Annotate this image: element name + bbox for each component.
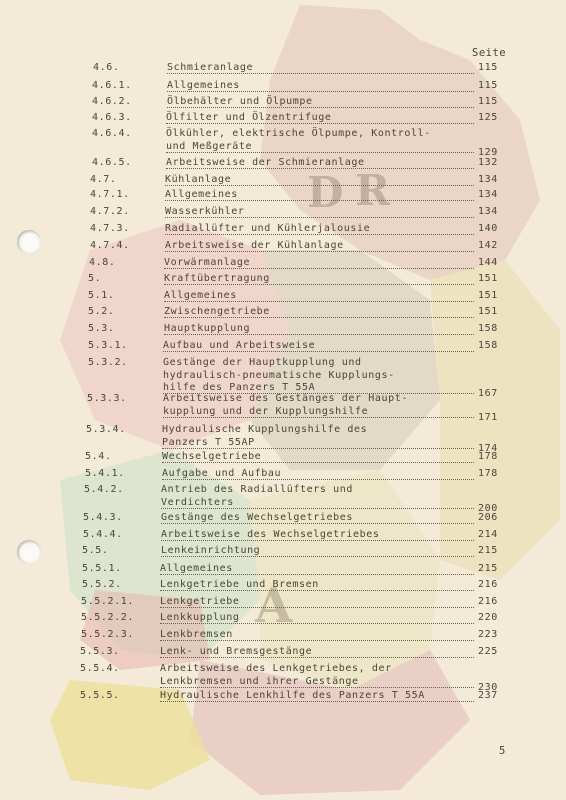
toc-entry-number: 5.2. bbox=[88, 306, 115, 317]
toc-entry-number: 5.1. bbox=[88, 290, 115, 301]
toc-entry-page: 134 bbox=[478, 174, 498, 185]
toc-entry-leader bbox=[167, 73, 474, 74]
toc-entry-page: 167 bbox=[478, 388, 498, 399]
toc-entry-number: 5.5.2.3. bbox=[81, 629, 134, 640]
toc-entry-page: 142 bbox=[478, 240, 498, 251]
toc-entry-leader bbox=[165, 217, 474, 218]
toc-entry-leader bbox=[165, 200, 474, 201]
toc-entry-title: Gestänge des Wechselgetriebes bbox=[161, 512, 353, 523]
toc-entry-number: 5.4.3. bbox=[83, 512, 123, 523]
toc-entry-number: 4.6.2. bbox=[92, 96, 132, 107]
toc-entry-page: 125 bbox=[478, 112, 498, 123]
toc-entry-page: 115 bbox=[478, 96, 498, 107]
toc-entry-page: 115 bbox=[478, 80, 498, 91]
toc-entry-title: Arbeitsweise der Schmieranlage bbox=[166, 157, 365, 168]
toc-entry-page: 200 bbox=[478, 502, 498, 514]
toc-entry-page: 216 bbox=[478, 596, 498, 607]
toc-entry-number: 5.5.2.2. bbox=[81, 612, 134, 623]
toc-entry-title: Arbeitsweise des Wechselgetriebes bbox=[161, 529, 380, 540]
toc-entry-page: 225 bbox=[478, 646, 498, 657]
toc-entry-leader bbox=[164, 317, 474, 318]
toc-entry-leader bbox=[165, 234, 474, 235]
toc-entry-leader bbox=[160, 590, 474, 591]
toc-entry-leader bbox=[165, 251, 474, 252]
page-number: 5 bbox=[499, 745, 506, 757]
toc-entry-page: 178 bbox=[478, 451, 498, 462]
toc-entry-page: 140 bbox=[478, 223, 498, 234]
toc-entry-page: 178 bbox=[478, 468, 498, 479]
toc-entry-page: 134 bbox=[478, 189, 498, 200]
toc-entry-number: 5.5.1. bbox=[82, 563, 122, 574]
watermark-letter-r: R bbox=[355, 166, 390, 215]
toc-entry-leader bbox=[161, 523, 474, 524]
toc-entry-leader bbox=[161, 556, 474, 557]
toc-entry-title: Allgemeines bbox=[160, 563, 233, 574]
toc-entry-title: Arbeitsweise des Lenkgetriebes, der Lenkbremsen und ihrer Gestänge bbox=[160, 663, 392, 687]
toc-entry-title: Aufbau und Arbeitsweise bbox=[163, 340, 316, 351]
toc-entry-page: 215 bbox=[478, 545, 498, 556]
toc-entry-number: 5.5. bbox=[82, 545, 109, 556]
toc-entry-number: 5.5.3. bbox=[80, 646, 120, 657]
toc-entry-title: Vorwärmanlage bbox=[164, 257, 251, 268]
toc-entry-page: 171 bbox=[478, 411, 498, 423]
toc-entry-page: 144 bbox=[478, 257, 498, 268]
toc-entry-number: 5.5.2.1. bbox=[81, 596, 134, 607]
toc-entry-leader bbox=[160, 657, 474, 658]
toc-entry-number: 4.7.1. bbox=[90, 189, 130, 200]
toc-entry-number: 5.3. bbox=[88, 323, 115, 334]
toc-entry-page: 158 bbox=[478, 340, 498, 351]
toc-entry-title: Wechselgetriebe bbox=[162, 451, 262, 462]
toc-entry-number: 5. bbox=[88, 273, 102, 284]
toc-entry-page: 216 bbox=[478, 579, 498, 590]
toc-entry-page: 214 bbox=[478, 529, 498, 540]
toc-entry-title: Hydraulische Lenkhilfe des Panzers T 55A bbox=[160, 690, 425, 701]
toc-entry-leader bbox=[166, 123, 474, 124]
toc-entry-title: Allgemeines bbox=[167, 80, 240, 91]
toc-entry-leader bbox=[160, 687, 474, 688]
toc-entry-leader bbox=[164, 301, 474, 302]
toc-entry-number: 5.5.4. bbox=[80, 663, 120, 674]
toc-entry-page: 237 bbox=[478, 690, 498, 701]
toc-entry-title: Lenkbremsen bbox=[160, 629, 233, 640]
toc-entry-leader bbox=[167, 107, 474, 108]
toc-entry-leader bbox=[164, 334, 474, 335]
toc-entry-title: Arbeitsweise des Gestänges der Haupt- kupplung und der Kupplungshilfe bbox=[163, 393, 408, 417]
toc-entry-title: Kühlanlage bbox=[165, 174, 232, 185]
toc-entry-title: Hydraulische Kupplungshilfe des Panzers T 55AP bbox=[162, 424, 368, 448]
toc-entry-title: Zwischengetriebe bbox=[164, 306, 270, 317]
watermark-letter-a: A bbox=[255, 578, 293, 634]
toc-entry-leader bbox=[160, 574, 474, 575]
toc-entry-page: 151 bbox=[478, 306, 498, 317]
toc-entry-leader bbox=[163, 417, 474, 418]
toc-entry-title: Ölbehälter und Ölpumpe bbox=[167, 96, 313, 107]
toc-entry-number: 4.6.4. bbox=[92, 128, 132, 139]
toc-entry-number: 5.5.2. bbox=[82, 579, 122, 590]
toc-entry-title: Ölkühler, elektrische Ölpumpe, Kontroll- und Meßgeräte bbox=[166, 128, 431, 152]
toc-entry-title: Gestänge der Hauptkupplung und hydraulisch-pneumatische Kupplungs- hilfe des Panzers T 55A bbox=[163, 357, 395, 393]
toc-entry-number: 4.7.3. bbox=[90, 223, 130, 234]
toc-entry-page: 174 bbox=[478, 442, 498, 454]
toc-entry-leader bbox=[160, 607, 474, 608]
toc-entry-title: Aufgabe und Aufbau bbox=[162, 468, 282, 479]
toc-entry-number: 5.4. bbox=[85, 451, 112, 462]
toc-entry-title: Allgemeines bbox=[164, 290, 237, 301]
toc-entry-number: 5.3.1. bbox=[88, 340, 128, 351]
toc-entry-title: Ölfilter und Ölzentrifuge bbox=[166, 112, 332, 123]
toc-entry-leader bbox=[162, 462, 474, 463]
toc-entry-number: 5.4.4. bbox=[83, 529, 123, 540]
toc-entry-number: 4.6.1. bbox=[92, 80, 132, 91]
toc-entry-leader bbox=[165, 185, 474, 186]
toc-entry-number: 4.7. bbox=[90, 174, 117, 185]
toc-entry-title: Kraftübertragung bbox=[164, 273, 270, 284]
toc-entry-page: 223 bbox=[478, 629, 498, 640]
toc-entry-number: 5.5.5. bbox=[80, 690, 120, 701]
toc-entry-leader bbox=[164, 268, 474, 269]
toc-entry-title: Lenk- und Bremsgestänge bbox=[160, 646, 313, 657]
toc-entry-leader bbox=[160, 623, 474, 624]
toc-entry-page: 230 bbox=[478, 681, 498, 693]
toc-entry-leader bbox=[162, 479, 474, 480]
toc-entry-number: 5.3.3. bbox=[87, 393, 127, 404]
toc-entry-title: Lenkeinrichtung bbox=[161, 545, 261, 556]
toc-entry-number: 4.7.4. bbox=[90, 240, 130, 251]
toc-entry-title: Hauptkupplung bbox=[164, 323, 251, 334]
toc-entry-title: Arbeitsweise der Kühlanlage bbox=[165, 240, 344, 251]
toc-entry-page: 129 bbox=[478, 146, 498, 158]
toc-entry-title: Lenkkupplung bbox=[160, 612, 240, 623]
toc-entry-title: Wasserkühler bbox=[165, 206, 245, 217]
toc-entry-number: 4.6. bbox=[93, 62, 120, 73]
toc-entry-page: 132 bbox=[478, 157, 498, 168]
toc-entry-number: 5.4.1. bbox=[85, 468, 125, 479]
toc-entry-number: 5.4.2. bbox=[84, 484, 124, 495]
toc-entry-page: 220 bbox=[478, 612, 498, 623]
toc-entry-title: Antrieb des Radiallüfters und Verdichters bbox=[161, 484, 353, 508]
toc-entry-leader bbox=[161, 508, 474, 509]
toc-entry-leader bbox=[166, 168, 474, 169]
toc-entry-title: Allgemeines bbox=[165, 189, 238, 200]
toc-entry-number: 4.6.3. bbox=[92, 112, 132, 123]
toc-entry-page: 151 bbox=[478, 273, 498, 284]
toc-entry-number: 4.8. bbox=[89, 257, 116, 268]
toc-entry-page: 215 bbox=[478, 563, 498, 574]
toc-entry-leader bbox=[160, 701, 474, 702]
toc-entry-leader bbox=[162, 448, 474, 449]
toc-entry-page: 134 bbox=[478, 206, 498, 217]
toc-entry-number: 5.3.2. bbox=[88, 357, 128, 368]
toc-entry-number: 4.6.5. bbox=[92, 157, 132, 168]
toc-entry-title: Schmieranlage bbox=[167, 62, 254, 73]
toc-entry-leader bbox=[160, 640, 474, 641]
toc-entry-title: Lenkgetriebe bbox=[160, 596, 240, 607]
toc-entry-leader bbox=[161, 540, 474, 541]
toc-entry-leader bbox=[167, 91, 474, 92]
toc-entry-leader bbox=[163, 351, 474, 352]
toc-entry-page: 158 bbox=[478, 323, 498, 334]
toc-entry-page: 206 bbox=[478, 512, 498, 523]
toc-entry-leader bbox=[166, 152, 474, 153]
toc-entry-page: 115 bbox=[478, 62, 498, 73]
toc-entry-number: 5.3.4. bbox=[86, 424, 126, 435]
page-column-header: Seite bbox=[472, 47, 507, 59]
toc-entry-title: Radiallüfter und Kühlerjalousie bbox=[165, 223, 371, 234]
toc-entry-leader bbox=[164, 284, 474, 285]
toc-entry-page: 151 bbox=[478, 290, 498, 301]
toc-entry-number: 4.7.2. bbox=[90, 206, 130, 217]
watermark-letter-d: D bbox=[307, 168, 344, 217]
toc-entry-title: Lenkgetriebe und Bremsen bbox=[160, 579, 319, 590]
